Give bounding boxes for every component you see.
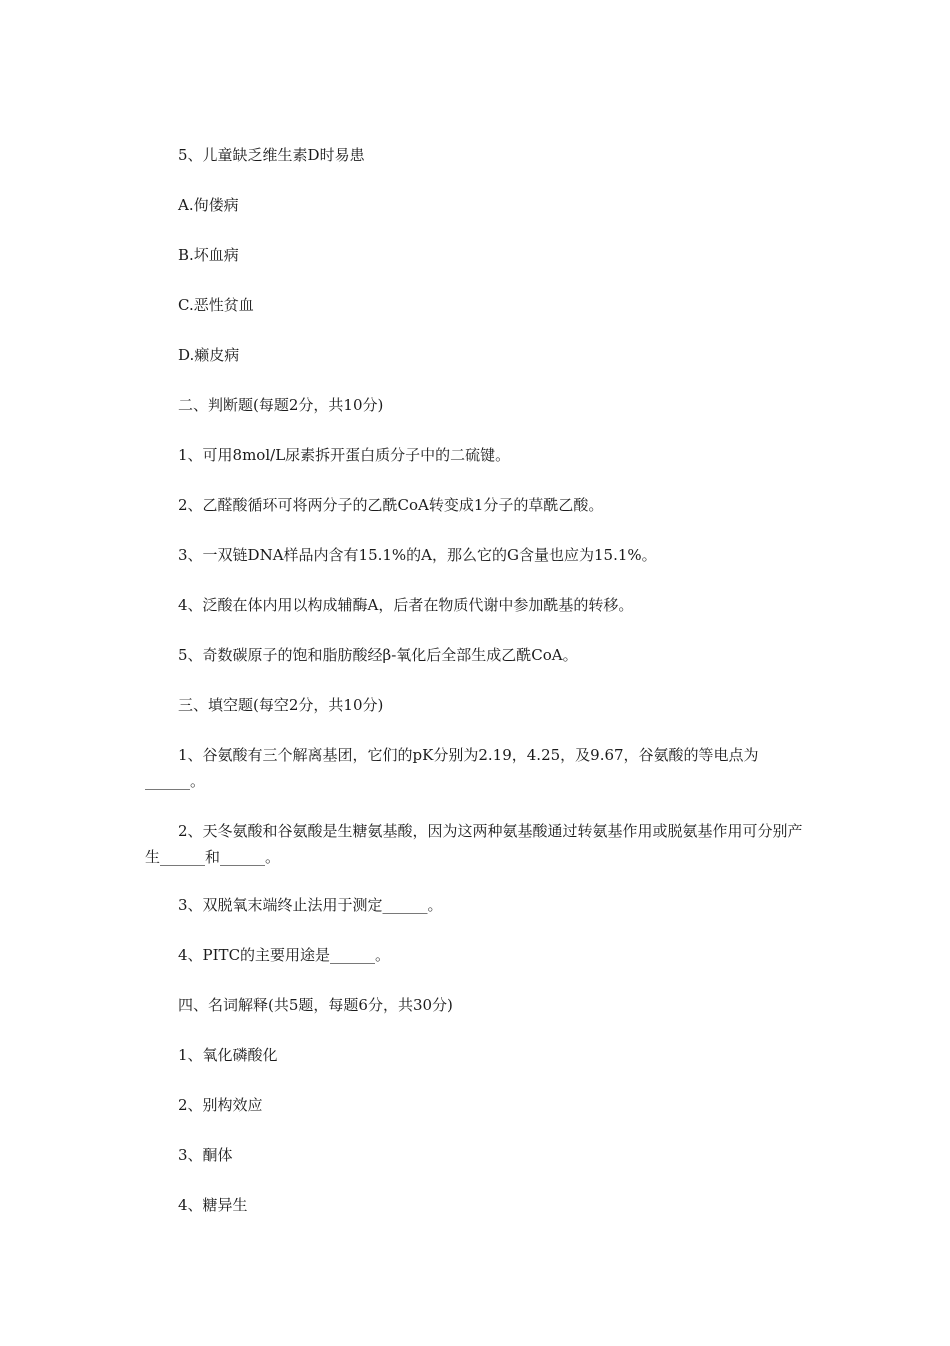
judgement-item-3: 3、一双链DNA样品内含有15.1%的A，那么它的G含量也应为15.1%。 — [178, 546, 657, 564]
fill-blank-item-4: 4、PITC的主要用途是______。 — [178, 946, 391, 964]
option-b: B.坏血病 — [178, 246, 239, 264]
option-d: D.癞皮病 — [178, 346, 240, 364]
term-item-3: 3、酮体 — [178, 1146, 233, 1164]
fill-blank-item-3: 3、双脱氧末端终止法用于测定______。 — [178, 896, 443, 914]
judgement-item-1: 1、可用8mol/L尿素拆开蛋白质分子中的二硫键。 — [178, 446, 511, 464]
term-item-1: 1、氧化磷酸化 — [178, 1046, 278, 1064]
fill-blank-item-1: 1、谷氨酸有三个解离基团，它们的pK分别为2.19，4.25，及9.67，谷氨酸的等电点为______。 — [145, 746, 759, 790]
choice-question-5: 5、儿童缺乏维生素D时易患 — [178, 146, 365, 164]
judgement-heading: 二、判断题(每题2分，共10分) — [178, 396, 384, 414]
option-c: C.恶性贫血 — [178, 296, 254, 314]
fill-blank-item-2: 2、天冬氨酸和谷氨酸是生糖氨基酸，因为这两种氨基酸通过转氨基作用或脱氨基作用可分别产生______和______。 — [145, 822, 803, 866]
fill-blank-heading: 三、填空题(每空2分，共10分) — [178, 696, 384, 714]
option-a: A.佝偻病 — [178, 196, 239, 214]
judgement-item-5: 5、奇数碳原子的饱和脂肪酸经β-氧化后全部生成乙酰CoA。 — [178, 646, 578, 664]
terms-heading: 四、名词解释(共5题，每题6分，共30分) — [178, 996, 453, 1014]
term-item-2: 2、别构效应 — [178, 1096, 263, 1114]
term-item-4: 4、糖异生 — [178, 1196, 248, 1214]
judgement-item-2: 2、乙醛酸循环可将两分子的乙酰CoA转变成1分子的草酰乙酸。 — [178, 496, 604, 514]
judgement-item-4: 4、泛酸在体内用以构成辅酶A，后者在物质代谢中参加酰基的转移。 — [178, 596, 634, 614]
